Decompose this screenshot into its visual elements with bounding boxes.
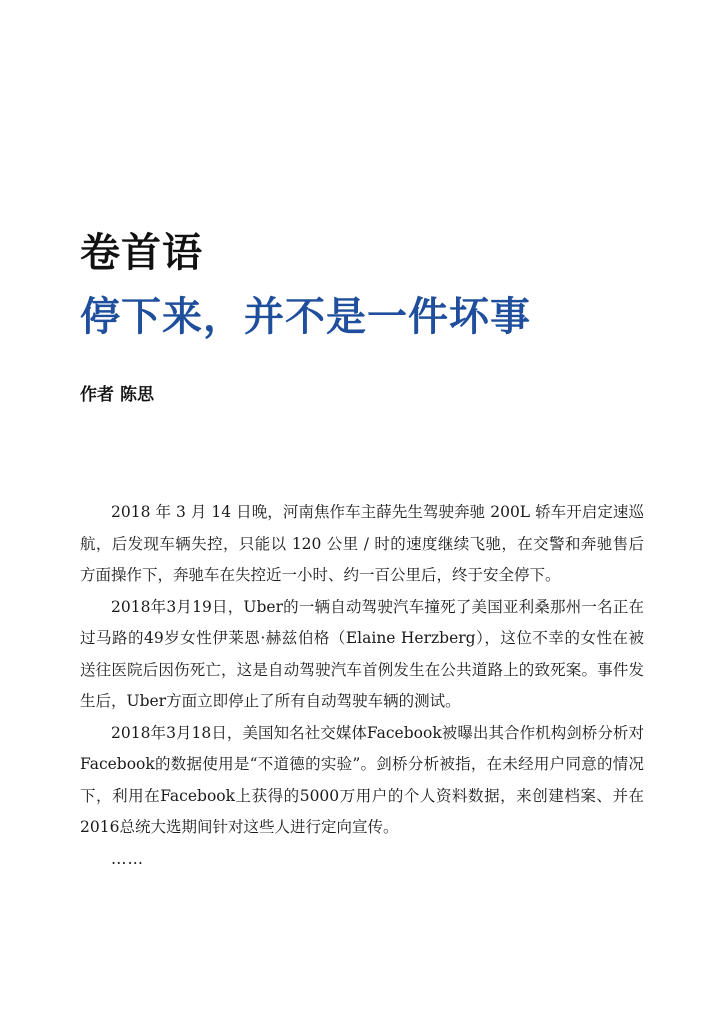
ellipsis: …… [111,849,144,868]
paragraph: 2018年3月19日，Uber的一辆自动驾驶汽车撞死了美国亚利桑那州一名正在过马路的49岁女性伊莱恩·赫兹伯格（Elaine Herzberg），这位不幸的女性在被送往医院后因伤死亡，这是自动驾驶汽车首例发生在公共道路上的致死案。事件发生后，Uber方面立即停止了所有自动驾驶车辆的测试。 [80,597,644,710]
paragraph: 2018年3月18日，美国知名社交媒体Facebook被曝出其合作机构剑桥分析对Facebook的数据使用是“不道德的实验”。剑桥分析被指，在未经用户同意的情况下，利用在Facebook上获得的5000万用户的个人资料数据，来创建档案、并在2016总统大选期间针对这些人进行定向宣传。 [80,723,644,836]
byline-prefix: 作者 [80,385,114,405]
headline: 停下来，并不是一件坏事 [80,294,531,340]
paragraph: 2018 年 3 月 14 日晚，河南焦作车主薛先生驾驶奔驰 200L 轿车开启定速巡航，后发现车辆失控，只能以 120 公里 / 时的速度继续飞驰，在交警和奔驰售后方面操作下，奔驰车在失控近一小时、约一百公里后，终于安全停下。 [80,503,644,584]
article-body [80,497,644,875]
byline-author: 陈思 [120,385,154,405]
column-title: 卷首语 [80,230,203,276]
byline [80,382,154,408]
